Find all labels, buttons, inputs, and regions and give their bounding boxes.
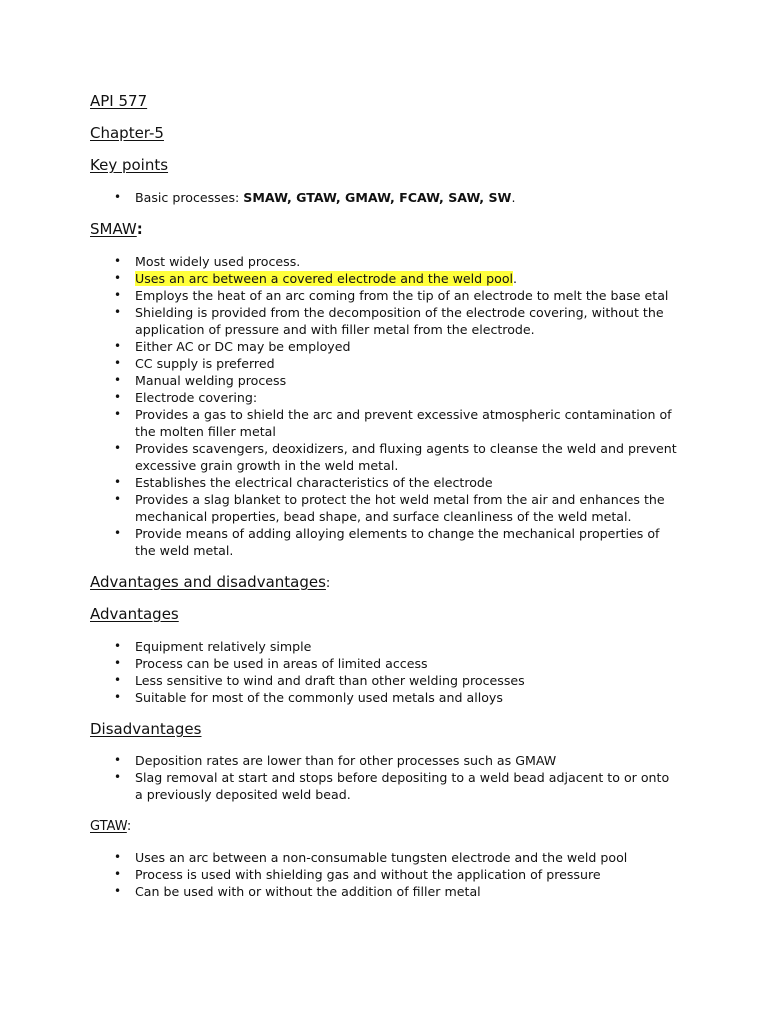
list-item: • Most widely used process. — [90, 253, 690, 270]
list-item: • Provides a slag blanket to protect the hot weld metal from the air and enhances the mechanical properties, bead shape, and surface cleanliness of the weld metal. — [90, 491, 680, 525]
adv-disadv-heading: Advantages and disadvantages: — [90, 573, 331, 591]
disadvantages-list — [90, 752, 690, 803]
list-item: • Uses an arc between a non-consumable tungsten electrode and the weld pool — [90, 849, 690, 866]
list-item: • Process is used with shielding gas and without the application of pressure — [90, 866, 690, 883]
list-item: • CC supply is preferred — [90, 355, 690, 372]
list-item: • Establishes the electrical characteristics of the electrode — [90, 474, 690, 491]
list-item: • Either AC or DC may be employed — [90, 338, 690, 355]
list-item-highlighted: • Uses an arc between a covered electrode and the weld pool. — [90, 270, 690, 287]
smaw-list — [90, 253, 690, 559]
list-item: • Basic processes: SMAW, GTAW, GMAW, FCAW, SAW, SW. — [90, 189, 690, 206]
gtaw-heading: GTAW: — [90, 819, 132, 834]
list-item: • Slag removal at start and stops before depositing to a weld bead adjacent to or onto a previously deposited weld bead. — [90, 769, 680, 803]
disadvantages-heading: Disadvantages — [90, 720, 202, 738]
list-item: • Can be used with or without the addition of filler metal — [90, 883, 690, 900]
list-item: • Suitable for most of the commonly used metals and alloys — [90, 689, 690, 706]
list-item: • Equipment relatively simple — [90, 638, 690, 655]
list-item: • Provides scavengers, deoxidizers, and fluxing agents to cleanse the weld and prevent excessive grain growth in the weld metal. — [90, 440, 680, 474]
key-points-list — [90, 189, 690, 206]
list-item: • Manual welding process — [90, 372, 690, 389]
list-item: • Employs the heat of an arc coming from the tip of an electrode to melt the base etal — [90, 287, 690, 304]
list-item: • Deposition rates are lower than for other processes such as GMAW — [90, 752, 690, 769]
highlighted-text: Uses an arc between a covered electrode and the weld pool — [135, 271, 514, 286]
list-item: • Shielding is provided from the decomposition of the electrode covering, without the application of pressure and with filler metal from the electrode. — [90, 304, 680, 338]
smaw-heading: SMAW: — [90, 220, 143, 238]
list-item: • Process can be used in areas of limited access — [90, 655, 690, 672]
gtaw-list — [90, 849, 690, 900]
key-points-heading: Key points — [90, 156, 169, 174]
list-item: • Provides a gas to shield the arc and prevent excessive atmospheric contamination of the molten filler metal — [90, 406, 680, 440]
list-item: • Less sensitive to wind and draft than other welding processes — [90, 672, 690, 689]
list-item: • Provide means of adding alloying elements to change the mechanical properties of the weld metal. — [90, 525, 680, 559]
chapter-heading: Chapter-5 — [90, 124, 164, 142]
doc-title: API 577 — [90, 92, 148, 110]
advantages-list — [90, 638, 690, 706]
advantages-heading: Advantages — [90, 605, 179, 623]
list-item: • Electrode covering: — [90, 389, 690, 406]
